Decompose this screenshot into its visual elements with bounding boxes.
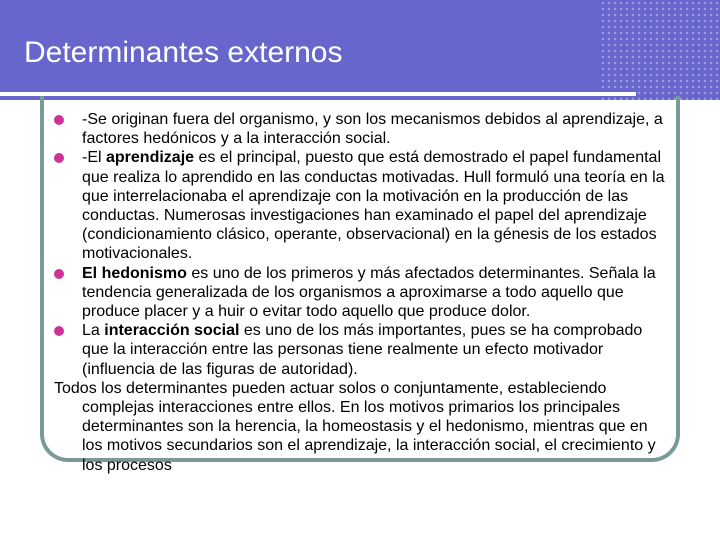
bullet-dot-icon xyxy=(54,153,64,163)
bullet-text-post: es uno de los más importantes, pues se ha comprobado que la interacción entre las personas tiene realmente un efecto motivador (influencia de las figuras de autoridad). xyxy=(82,322,643,378)
bullet-item xyxy=(54,264,672,322)
bullet-keyword: El hedonismo xyxy=(82,264,187,282)
bullet-keyword: aprendizaje xyxy=(106,149,195,167)
slide-body xyxy=(54,110,672,475)
slide-title: Determinantes externos xyxy=(24,36,343,69)
bullet-text-pre: -El xyxy=(82,149,106,167)
bullet-item xyxy=(54,110,672,148)
bullet-dot-icon xyxy=(54,115,64,125)
bullet-dot-icon xyxy=(54,326,64,336)
bullet-item xyxy=(54,321,672,379)
title-bar xyxy=(0,0,720,100)
summary-paragraph: Todos los determinantes pueden actuar solos o conjuntamente, estableciendo complejas interacciones entre ellos. En los motivos primarios los principales determinantes son la herencia, la homeostasis y el hedonismo, mientras que en los motivos secundarios son el aprendizaje, la interacción social, el crecimiento y los procesos xyxy=(54,379,656,474)
bullet-dot-icon xyxy=(54,269,64,279)
decorative-dot-pattern xyxy=(600,0,720,100)
bullet-item xyxy=(54,148,672,263)
bullet-text-pre: La xyxy=(82,322,105,340)
bullet-text: -Se originan fuera del organismo, y son los mecanismos debidos al aprendizaje, a factores hedónicos y a la interacción social. xyxy=(82,111,663,148)
bullet-text-post: es uno de los primeros y más afectados determinantes. Señala la tendencia generalizada de los organismos a aproximarse a todo aquello que produce placer y a huir o evitar todo aquello que produce dolor. xyxy=(82,264,656,321)
bullet-text-post: es el principal, puesto que está demostrado el papel fundamental que realiza lo aprendido en las conductas motivadas. Hull formuló una teoría en la que interrelacionaba el aprendizaje con la motivación en la producción de las conductas. Numerosas investigaciones han examinado el papel del aprendizaje (condicionamiento clásico, operante, observacional) en la génesis de los estados motivacionales. xyxy=(82,149,665,263)
bullet-keyword: interacción social xyxy=(104,322,240,340)
